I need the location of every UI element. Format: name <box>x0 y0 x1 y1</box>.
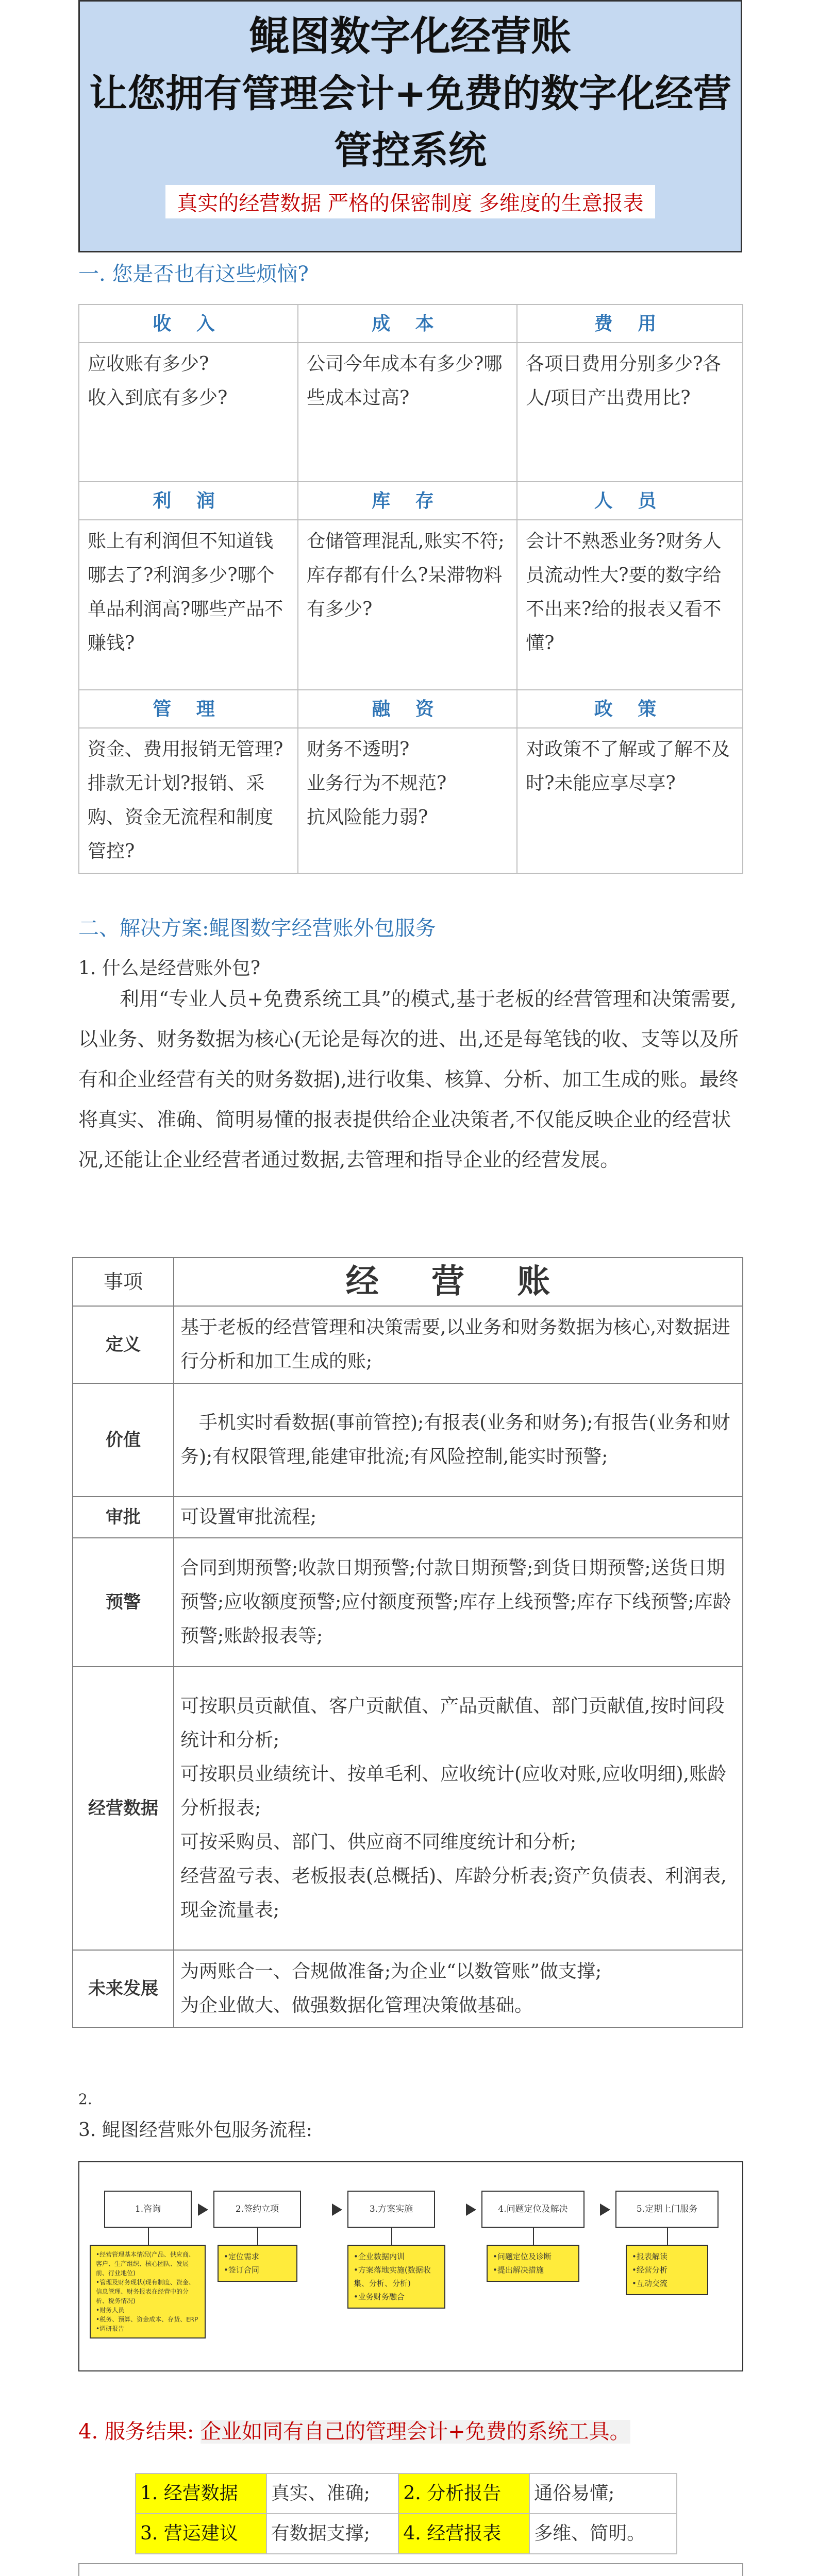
thought-bubble-graphic <box>79 2564 744 2576</box>
troubles-cell: 对政策不了解或了解不及时?未能应享尽享? <box>517 728 743 873</box>
troubles-head: 费 用 <box>517 304 743 343</box>
table-row <box>73 1667 743 1950</box>
ledger-key: 未来发展 <box>73 1950 174 2027</box>
header-title-line3: 管控系统 <box>334 128 487 173</box>
contact-card <box>78 2563 743 2576</box>
result-value: 通俗易懂; <box>529 2473 677 2514</box>
flow-detail-item: •管理及财务现状(现有制度、资金、信息管理、财务报表在经营中的分析、税务情况) <box>96 2279 195 2304</box>
ledger-line: 可按采购员、部门、供应商不同维度统计和分析; <box>180 1832 577 1853</box>
flow-step: 1.咨询 <box>104 2191 192 2228</box>
troubles-cell: 各项目费用分别多少?各人/项目产出费用比? <box>517 343 743 482</box>
flow-detail-box <box>90 2245 206 2338</box>
flow-detail-box <box>218 2245 297 2282</box>
troubles-head: 融 资 <box>298 690 517 728</box>
troubles-cell: 财务不透明? 业务行为不规范? 抗风险能力弱? <box>298 728 517 873</box>
flow-detail-item: •提出解决措施 <box>493 2265 544 2275</box>
flow-detail-item: •问题定位及诊断 <box>493 2252 552 2261</box>
table-row <box>79 728 743 873</box>
troubles-head: 收 入 <box>79 304 298 343</box>
table-row <box>73 1950 743 2027</box>
table-row <box>136 2514 677 2554</box>
ledger-value: 基于老板的经营管理和决策需要,以业务和财务数据为核心,对数据进行分析和加工生成的账; <box>174 1306 743 1383</box>
flow-detail-box <box>626 2245 708 2295</box>
table-row <box>79 482 743 520</box>
flow-connector <box>257 2228 258 2245</box>
ledger-table <box>72 1257 743 2028</box>
table-row <box>73 1306 743 1383</box>
ledger-line: 可按职员业绩统计、按单毛利、应收统计(应收对账,应收明细),账龄分析报表; <box>180 1764 726 1819</box>
table-row <box>79 343 743 482</box>
troubles-head: 政 策 <box>517 690 743 728</box>
header-subtitle: 真实的经营数据 严格的保密制度 多维度的生意报表 <box>165 185 655 218</box>
flow-detail-item: •财务人员 <box>96 2307 125 2314</box>
troubles-head: 库 存 <box>298 482 517 520</box>
flow-detail-item: •税务、预算、资金成本、存货、ERP <box>96 2316 198 2323</box>
result-key: 2. 分析报告 <box>398 2473 529 2514</box>
header-title: 鲲图数字化经营账 <box>249 13 571 60</box>
troubles-table <box>78 304 743 874</box>
flow-connector <box>533 2228 534 2245</box>
section1-title: 一. 您是否也有这些烦恼? <box>78 262 309 286</box>
troubles-head: 管 理 <box>79 690 298 728</box>
troubles-cell: 应收账有多少? 收入到底有多少? <box>79 343 298 482</box>
solution-paragraph: 利用“专业人员+免费系统工具”的模式,基于老板的经营管理和决策需要,以业务、财务数据为核心(无论是每次的进、出,还是每笔钱的收、支等以及所有和企业经营有关的财务数据),进行收集、核算、分析、加工生成的账。最终将真实、准确、简明易懂的报表提供给企业决策者,不仅能反映企业的经营状况,还能让企业经营者通过数据,去管理和指导企业的经营发展。 <box>78 988 739 1171</box>
ledger-line: 经营盈亏表、老板报表(总概括)、库龄分析表;资产负债表、利润表,现金流量表; <box>180 1866 727 1921</box>
table-row <box>79 690 743 728</box>
service-result-label: 4. 服务结果: <box>78 2420 194 2444</box>
ledger-key: 预警 <box>73 1538 174 1667</box>
troubles-head: 利 润 <box>79 482 298 520</box>
ledger-value: 可设置审批流程; <box>174 1497 743 1538</box>
result-key: 1. 经营数据 <box>136 2473 266 2514</box>
table-row <box>73 1497 743 1538</box>
result-key: 4. 经营报表 <box>398 2514 529 2554</box>
ledger-value <box>174 1667 743 1950</box>
question-3: 3. 鲲图经营账外包服务流程: <box>78 2120 312 2141</box>
troubles-cell: 资金、费用报销无管理?排款无计划?报销、采购、资金无流程和制度管控? <box>79 728 298 873</box>
ledger-value <box>174 1950 743 2027</box>
ledger-key: 审批 <box>73 1497 174 1538</box>
ledger-value: 合同到期预警;收款日期预警;付款日期预警;到货日期预警;送货日期预警;应收额度预警;应付额度预警;库存上线预警;库存下线预警;库龄预警;账龄报表等; <box>174 1538 743 1667</box>
flow-connector <box>391 2228 392 2245</box>
flow-detail-item: •调研报告 <box>96 2325 125 2332</box>
ledger-col1-header: 事项 <box>73 1258 174 1306</box>
flow-detail-item: •签订合同 <box>224 2265 259 2275</box>
troubles-head: 成 本 <box>298 304 517 343</box>
arrow-right-icon <box>600 2204 610 2216</box>
arrow-right-icon <box>466 2204 476 2216</box>
table-row <box>73 1383 743 1497</box>
troubles-cell: 账上有利润但不知道钱哪去了?利润多少?哪个单品利润高?哪些产品不赚钱? <box>79 520 298 690</box>
troubles-head: 人 员 <box>517 482 743 520</box>
result-value: 真实、准确; <box>266 2473 399 2514</box>
service-result <box>78 2416 743 2447</box>
service-flow-diagram <box>78 2161 743 2371</box>
flow-detail-item: •业务财务融合 <box>354 2292 405 2301</box>
table-row <box>79 520 743 690</box>
flow-detail-item: •经营管理基本情况(产品、供应商、客户、生产组织、核心团队、发展前、行业地位) <box>96 2251 195 2277</box>
flow-step: 5.定期上门服务 <box>615 2191 719 2228</box>
ledger-col2-header: 经 营 账 <box>174 1258 743 1306</box>
header-title-line2: 让您拥有管理会计+免费的数字化经营 <box>89 72 731 116</box>
table-row <box>73 1258 743 1306</box>
result-value: 有数据支撑; <box>266 2514 399 2554</box>
flow-detail-item: •方案落地实施(数据收集、分析、分析) <box>354 2265 431 2288</box>
service-result-highlight: 企业如同有自己的管理会计+免费的系统工具。 <box>201 2420 630 2444</box>
section2-title: 二、解决方案:鲲图数字经营账外包服务 <box>78 917 436 940</box>
flow-step: 2.签约立项 <box>213 2191 301 2228</box>
question-1: 1. 什么是经营账外包? <box>78 958 261 979</box>
flow-detail-item: •定位需求 <box>224 2252 259 2261</box>
results-table <box>135 2473 677 2554</box>
flow-step: 4.问题定位及解决 <box>481 2191 585 2228</box>
flow-detail-item: •企业数据内训 <box>354 2252 405 2261</box>
flow-detail-item: •经营分析 <box>632 2265 667 2275</box>
ledger-value: 手机实时看数据(事前管控);有报表(业务和财务);有报告(业务和财务);有权限管理,能建审批流;有风险控制,能实时预警; <box>174 1383 743 1497</box>
flow-step: 3.方案实施 <box>347 2191 435 2228</box>
header-banner <box>78 0 742 252</box>
arrow-right-icon <box>332 2204 342 2216</box>
flow-connector <box>667 2228 668 2245</box>
table-row <box>73 1538 743 1667</box>
ledger-line: 为企业做大、做强数据化管理决策做基础。 <box>180 1995 533 2016</box>
ledger-key: 经营数据 <box>73 1667 174 1950</box>
table-row <box>79 304 743 343</box>
troubles-cell: 仓储管理混乱,账实不符;库存都有什么?呆滞物料有多少? <box>298 520 517 690</box>
arrow-right-icon <box>198 2204 208 2216</box>
ledger-key: 定义 <box>73 1306 174 1383</box>
flow-detail-item: •互动交流 <box>632 2279 667 2288</box>
ledger-key: 价值 <box>73 1383 174 1497</box>
flow-detail-box <box>347 2245 445 2309</box>
table-row <box>136 2473 677 2514</box>
ledger-line: 为两账合一、合规做准备;为企业“以数管账”做支撑; <box>180 1961 602 1982</box>
troubles-cell: 会计不熟悉业务?财务人员流动性大?要的数字给不出来?给的报表又看不懂? <box>517 520 743 690</box>
flow-detail-box <box>487 2245 579 2282</box>
result-value: 多维、简明。 <box>529 2514 677 2554</box>
flow-connector <box>148 2228 149 2245</box>
question-2: 2. <box>78 2091 92 2108</box>
flow-detail-item: •报表解读 <box>632 2252 667 2261</box>
ledger-line: 可按职员贡献值、客户贡献值、产品贡献值、部门贡献值,按时间段统计和分析; <box>180 1696 725 1751</box>
troubles-cell: 公司今年成本有多少?哪些成本过高? <box>298 343 517 482</box>
result-key: 3. 营运建议 <box>136 2514 266 2554</box>
